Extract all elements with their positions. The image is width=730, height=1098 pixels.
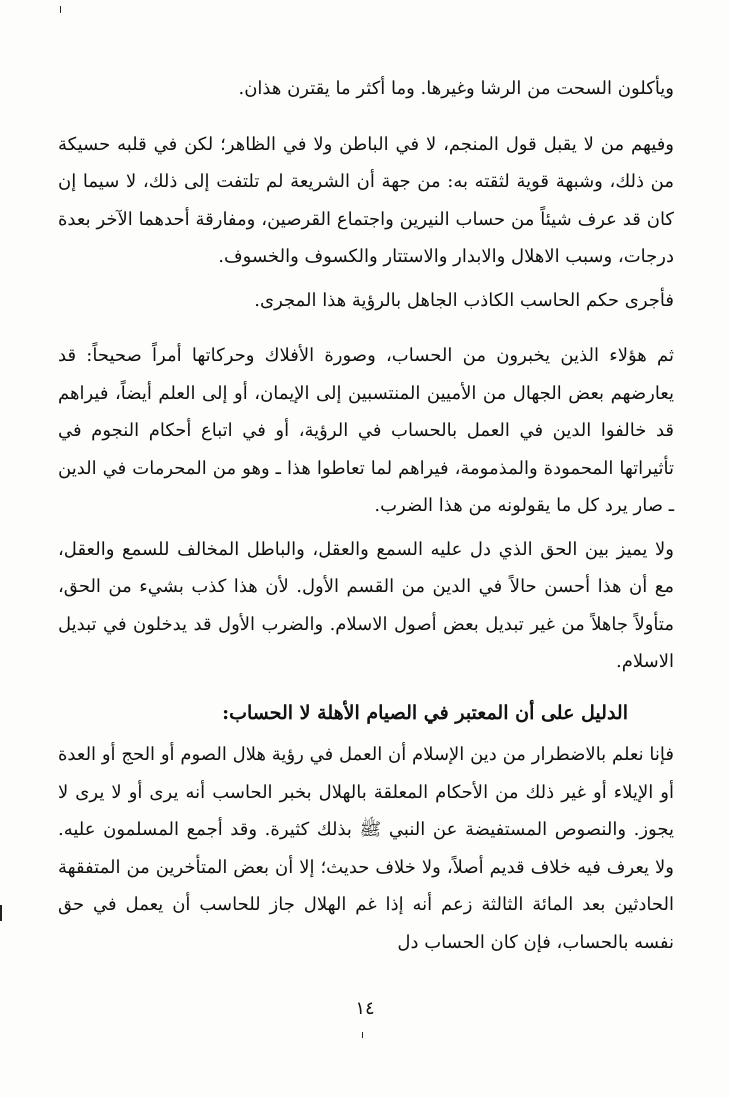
paragraph-3: فأجرى حكم الحاسب الكاذب الجاهل بالرؤية هذا المجرى. [254, 289, 674, 311]
paragraph-2: وفيهم من لا يقبل قول المنجم، لا في الباطن ولا في الظاهر؛ لكن في قلبه حسيكة من ذلك، وشبهة قوية لثقته به: من جهة أن الشريعة لم تلتفت إلى ذلك، لا سيما إن كان قد عرف شيئاً من حساب النيرين واجتماع القرصين، ومفارقة أحدهما الآخر بعدة درجات، وسبب الاهلال والابدار والاستتار والكسوف والخسوف. [58, 133, 674, 267]
paragraph-6: فإنا نعلم بالاضطرار من دين الإسلام أن العمل في رؤية هلال الصوم أو الحج أو العدة أو الإيلاء أو غير ذلك من الأحكام المعلقة بالهلال بخبر الحاسب أنه يرى أو لا يرى لا يجوز. والنصوص المستفيضة عن النبي ﷺ بذلك كثيرة. وقد أجمع المسلمون عليه. ولا يعرف فيه خلاف قديم أصلاً، ولا خلاف حديث؛ إلا أن بعض المتأخرين من المتفقهة الحادثين بعد المائة الثالثة زعم أنه إذا غم الهلال جاز للحاسب أن يعمل في حق نفسه بالحساب، فإن كان الحساب دل [58, 744, 674, 953]
paragraph-1: ويأكلون السحت من الرشا وغيرها. وما أكثر ما يقترن هذان. [238, 78, 674, 99]
scan-mark-left [0, 905, 2, 921]
page-body [58, 70, 674, 961]
paragraph-4: ثم هؤلاء الذين يخبرون من الحساب، وصورة الأفلاك وحركاتها أمراً صحيحاً: قد يعارضهم بعض الجهال من الأميين المنتسبين إلى الإيمان، أو إلى العلم أيضاً، فيراهم قد خالفوا الدين في العمل بالحساب في الرؤية، أو في اتباع أحكام النجوم في تأثيراتها المحمودة والمذمومة، فيراهم لما تعاطوا هذا ـ وهو من المحرمات في الدين ـ صار يرد كل ما يقولونه من هذا الضرب. [58, 345, 674, 516]
page-number: ١٤ [355, 998, 375, 1019]
section-heading: الدليل على أن المعتبر في الصيام الأهلة لا الحساب: [222, 701, 628, 724]
scan-mark-bottom [362, 1032, 363, 1038]
scan-mark-top [60, 6, 61, 13]
paragraph-5: ولا يميز بين الحق الذي دل عليه السمع والعقل، والباطل المخالف للسمع والعقل، مع أن هذا أحسن حالاً في الدين من القسم الأول. لأن هذا كذب بشيء من الحق، متأولاً جاهلاً من غير تبديل بعض أصول الاسلام. والضرب الأول قد يدخلون في تبديل الاسلام. [58, 538, 674, 672]
